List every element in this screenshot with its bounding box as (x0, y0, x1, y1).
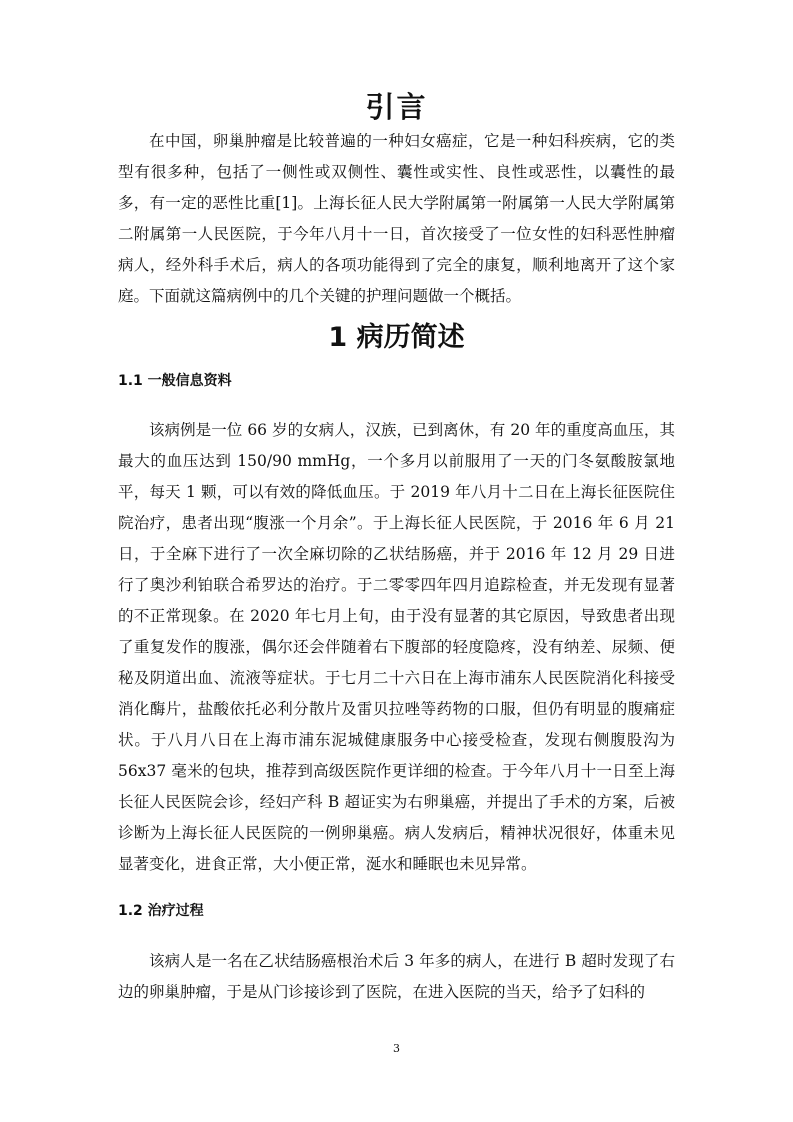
section-heading-treatment: 1.2 治疗过程 (118, 903, 204, 919)
chapter-title: 1 病历简述 (328, 322, 465, 353)
intro-paragraph: 在中国，卵巢肿瘤是比较普遍的一种妇女癌症，它是一种妇科疾病，它的类型有很多种，包括了一侧性或双侧性、囊性或实性、良性或恶性，以囊性的最多，有一定的恶性比重[1]。上海长征人民大学附属第一附属第一人民大学附属第二附属第一人民医院，于今年八月十一日，首次接受了一位女性的妇科恶性肿瘤病人，经外科手术后，病人的各项功能得到了完全的康复，顺利地离开了这个家庭。下面就这篇病例中的几个关键的护理问题做一个概括。 (118, 132, 675, 305)
general-info-paragraph: 该病例是一位 66 岁的女病人，汉族，已到离休，有 20 年的重度高血压，其最大的血压达到 150/90 mmHg，一个多月以前服用了一天的门冬氨酸胺氯地平，每天 1 颗，可以有效的降低血压。于 2019 年八月十二日在上海长征医院住院治疗，患者出现“腹涨一个月余”。于上海长征人民医院，于 2016 年 6 月 21 日，于全麻下进行了一次全麻切除的乙状结肠癌，并于 2016 年 12 月 29 日进行了奥沙利铂联合希罗达的治疗。于二零零四年四月追踪检查，并无发现有显著的不正常现象。在 2020 年七月上旬，由于没有显著的其它原因，导致患者出现了重复发作的腹涨，偶尔还会伴随着右下腹部的轻度隐疼，没有纳差、尿频、便秘及阴道出血、流液等症状。于七月二十六日在上海市浦东人民医院消化科接受消化酶片，盐酸依托必利分散片及雷贝拉唑等药物的口服，但仍有明显的腹痛症状。于八月八日在上海市浦东泥城健康服务中心接受检查，发现右侧腹股沟为 56x37 毫米的包块，推荐到高级医院作更详细的检查。于今年八月十一日至上海长征人民医院会诊，经妇产科 B 超证实为右卵巢癌，并提出了手术的方案，后被诊断为上海长征人民医院的一例卵巢癌。病人发病后，精神状况很好，体重未见显著变化，进食正常，大小便正常，涎水和睡眠也未见异常。 (118, 421, 675, 873)
intro-title: 引言 (365, 90, 428, 124)
page-number: 3 (393, 1042, 400, 1055)
page-content (118, 88, 675, 1008)
treatment-paragraph: 该病人是一名在乙状结肠癌根治术后 3 年多的病人，在进行 B 超时发现了右边的卵巢肿瘤，于是从门诊接诊到了医院，在进入医院的当天，给予了妇科的 (118, 952, 675, 1001)
section-heading-general-info: 1.1 一般信息资料 (118, 373, 232, 389)
